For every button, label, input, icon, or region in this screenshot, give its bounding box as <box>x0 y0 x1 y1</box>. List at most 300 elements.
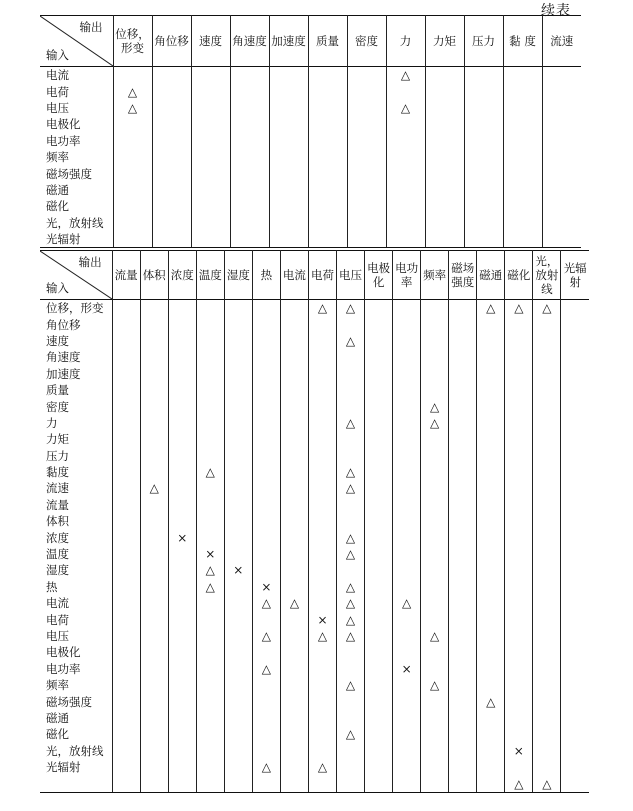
table-cell <box>196 398 224 414</box>
table-cell <box>269 149 308 165</box>
table-cell <box>252 775 280 792</box>
row-label: 电荷 <box>46 612 69 627</box>
table-row <box>40 497 589 513</box>
row-label: 角位移 <box>46 317 81 332</box>
table-cell <box>152 198 191 214</box>
table-cell <box>280 448 308 464</box>
table-cell <box>140 497 168 513</box>
table-cell <box>168 316 196 332</box>
table-cell <box>252 677 280 693</box>
triangle-mark: △ <box>252 595 280 611</box>
table-cell <box>477 677 505 693</box>
cross-mark: × <box>168 529 196 545</box>
table-cell <box>308 149 347 165</box>
table-cell <box>533 644 561 660</box>
table-cell <box>505 333 533 349</box>
table-cell <box>347 182 386 198</box>
column-header: 力矩 <box>425 16 464 67</box>
table-cell <box>112 579 140 595</box>
table-cell <box>152 67 191 84</box>
table-cell <box>280 611 308 627</box>
table-cell <box>191 116 230 132</box>
table-cell <box>477 775 505 792</box>
table-cell <box>168 431 196 447</box>
table-cell <box>449 628 477 644</box>
table-cell <box>308 133 347 149</box>
table-cell <box>393 677 421 693</box>
table-cell <box>252 497 280 513</box>
table-cell <box>337 398 365 414</box>
table-cell <box>449 595 477 611</box>
table-cell <box>308 464 336 480</box>
table-cell <box>449 611 477 627</box>
table-cell <box>112 448 140 464</box>
row-label: 热 <box>46 579 58 594</box>
corner-output-label: 输出 <box>79 20 103 34</box>
table-cell <box>464 231 503 248</box>
triangle-mark: △ <box>252 759 280 775</box>
table-cell <box>393 513 421 529</box>
table-cell <box>365 480 393 496</box>
row-label: 体积 <box>46 514 69 529</box>
table-cell <box>152 100 191 116</box>
table-row <box>40 100 581 116</box>
table-cell <box>308 562 336 578</box>
table-cell <box>196 710 224 726</box>
table-cell <box>533 628 561 644</box>
table-cell <box>393 579 421 595</box>
column-header: 磁场强度 <box>449 251 477 300</box>
column-header: 浓度 <box>168 251 196 300</box>
column-header: 电压 <box>337 251 365 300</box>
triangle-mark: △ <box>477 300 505 317</box>
table-cell <box>308 398 336 414</box>
table-cell <box>533 366 561 382</box>
table-cell <box>168 562 196 578</box>
table-cell <box>477 595 505 611</box>
table-cell <box>168 710 196 726</box>
table-cell <box>280 431 308 447</box>
corner-input-label: 输入 <box>46 281 69 295</box>
table-cell <box>140 349 168 365</box>
table-cell <box>464 165 503 181</box>
table-cell <box>449 579 477 595</box>
table-cell <box>542 198 581 214</box>
table-cell <box>347 149 386 165</box>
column-header: 磁通 <box>477 251 505 300</box>
table-cell <box>533 529 561 545</box>
row-label: 流速 <box>46 481 69 496</box>
cross-mark: × <box>252 579 280 595</box>
table-cell <box>477 710 505 726</box>
table-cell <box>449 497 477 513</box>
table-row <box>40 529 589 545</box>
table-cell <box>503 83 542 99</box>
table-cell <box>252 349 280 365</box>
table-cell <box>224 743 252 759</box>
table-cell <box>280 759 308 775</box>
table-cell <box>113 198 152 214</box>
table-cell <box>196 497 224 513</box>
table-cell <box>252 644 280 660</box>
table-cell <box>308 83 347 99</box>
table-cell <box>393 480 421 496</box>
row-label: 温度 <box>46 547 69 562</box>
table-cell <box>386 231 425 248</box>
table-cell <box>224 693 252 709</box>
table-cell <box>308 529 336 545</box>
table-cell <box>196 366 224 382</box>
table-cell <box>449 480 477 496</box>
table-cell <box>542 116 581 132</box>
header-row <box>40 16 581 67</box>
row-label: 频率 <box>46 678 69 693</box>
triangle-mark: △ <box>337 529 365 545</box>
triangle-mark: △ <box>421 415 449 431</box>
table-cell <box>308 710 336 726</box>
table-cell <box>308 349 336 365</box>
table-cell <box>449 529 477 545</box>
table-cell <box>421 661 449 677</box>
table-cell <box>503 116 542 132</box>
table-cell <box>421 480 449 496</box>
table-cell <box>308 743 336 759</box>
table-cell <box>561 611 589 627</box>
table-cell <box>561 710 589 726</box>
table-cell <box>393 497 421 513</box>
table-cell <box>365 562 393 578</box>
table-cell <box>425 83 464 99</box>
table-cell <box>140 743 168 759</box>
table-cell <box>365 677 393 693</box>
table-row <box>40 333 589 349</box>
table-cell <box>365 300 393 317</box>
table-cell <box>112 300 140 317</box>
table-row <box>40 415 589 431</box>
row-label: 角速度 <box>46 350 81 365</box>
table-row <box>40 546 589 562</box>
cross-mark: × <box>196 546 224 562</box>
row-label: 电压 <box>46 629 69 643</box>
row-label: 电极化 <box>46 645 81 660</box>
table-cell <box>168 546 196 562</box>
table-cell <box>308 116 347 132</box>
table-cell <box>112 710 140 726</box>
table-cell <box>152 215 191 231</box>
table-cell <box>224 415 252 431</box>
table-cell <box>561 513 589 529</box>
table-cell <box>533 497 561 513</box>
row-label: 电荷 <box>46 84 69 99</box>
table-cell <box>365 726 393 742</box>
table-row <box>40 759 589 775</box>
column-header: 电流 <box>280 251 308 300</box>
table-cell <box>140 775 168 792</box>
table-cell <box>365 497 393 513</box>
triangle-mark: △ <box>421 628 449 644</box>
table-cell <box>561 349 589 365</box>
table-cell <box>112 726 140 742</box>
triangle-mark: △ <box>386 67 425 84</box>
table-cell <box>196 448 224 464</box>
table-cell <box>477 726 505 742</box>
column-header: 角位移 <box>152 16 191 67</box>
table-cell <box>140 513 168 529</box>
table-cell <box>393 382 421 398</box>
table-cell <box>152 165 191 181</box>
table-cell <box>308 165 347 181</box>
table-cell <box>112 398 140 414</box>
table-cell <box>561 333 589 349</box>
table-cell <box>140 398 168 414</box>
table-cell <box>191 100 230 116</box>
table-cell <box>421 349 449 365</box>
table-cell <box>421 448 449 464</box>
table-cell <box>113 215 152 231</box>
table-cell <box>505 661 533 677</box>
table-row <box>40 726 589 742</box>
table-cell <box>308 448 336 464</box>
table-cell <box>196 513 224 529</box>
table-cell <box>477 611 505 627</box>
table-cell <box>425 165 464 181</box>
triangle-mark: △ <box>196 562 224 578</box>
table-cell <box>196 431 224 447</box>
table-cell <box>533 398 561 414</box>
table-cell <box>224 529 252 545</box>
table-cell <box>393 464 421 480</box>
row-label: 质量 <box>46 383 69 398</box>
table-cell <box>224 759 252 775</box>
table-cell <box>393 693 421 709</box>
table-cell <box>252 464 280 480</box>
table-cell <box>365 529 393 545</box>
table-cell <box>308 595 336 611</box>
triangle-mark: △ <box>505 775 533 792</box>
table-row <box>40 710 589 726</box>
table-cell <box>168 464 196 480</box>
table-cell <box>308 677 336 693</box>
row-label: 流量 <box>46 497 69 512</box>
table-cell <box>477 480 505 496</box>
table-cell <box>280 366 308 382</box>
table-cell <box>449 316 477 332</box>
row-label: 浓度 <box>46 530 69 545</box>
table-cell <box>505 349 533 365</box>
table-cell <box>308 513 336 529</box>
table-cell <box>140 595 168 611</box>
table-cell <box>421 300 449 317</box>
table-cell <box>269 215 308 231</box>
table-row <box>40 215 581 231</box>
table-cell <box>477 415 505 431</box>
table-cell <box>140 628 168 644</box>
table-cell <box>191 182 230 198</box>
column-header: 体积 <box>140 251 168 300</box>
table-cell <box>421 513 449 529</box>
column-header: 密度 <box>347 16 386 67</box>
table-row <box>40 182 581 198</box>
table-cell <box>224 464 252 480</box>
triangle-mark: △ <box>477 693 505 709</box>
table-cell <box>386 133 425 149</box>
table-cell <box>168 693 196 709</box>
triangle-mark: △ <box>113 83 152 99</box>
table-cell <box>365 759 393 775</box>
table-cell <box>477 661 505 677</box>
table-cell <box>561 743 589 759</box>
table-cell <box>561 628 589 644</box>
table-cell <box>337 661 365 677</box>
table-cell <box>168 333 196 349</box>
table-cell <box>503 149 542 165</box>
row-label: 电极化 <box>46 117 81 132</box>
table-cell <box>503 133 542 149</box>
table-cell <box>561 726 589 742</box>
table-cell <box>505 366 533 382</box>
table-cell <box>280 398 308 414</box>
table-cell <box>230 67 269 84</box>
table-cell <box>421 333 449 349</box>
triangle-mark: △ <box>308 759 336 775</box>
table-cell <box>308 661 336 677</box>
table-cell <box>152 133 191 149</box>
row-label: 位移，形变 <box>46 301 104 316</box>
table-cell <box>308 546 336 562</box>
table-cell <box>425 100 464 116</box>
column-header: 电极化 <box>365 251 393 300</box>
table-row <box>40 480 589 496</box>
table-cell <box>449 431 477 447</box>
table-cell <box>308 316 336 332</box>
table-cell <box>421 431 449 447</box>
triangle-mark: △ <box>140 480 168 496</box>
table-cell <box>477 382 505 398</box>
column-header: 磁化 <box>505 251 533 300</box>
table-cell <box>561 415 589 431</box>
table-cell <box>533 316 561 332</box>
table-cell <box>230 100 269 116</box>
table-cell <box>224 300 252 317</box>
table-cell <box>365 513 393 529</box>
table-cell <box>152 231 191 248</box>
triangle-mark: △ <box>196 579 224 595</box>
triangle-mark: △ <box>252 628 280 644</box>
row-label: 磁通 <box>46 182 69 197</box>
table-row <box>40 628 589 644</box>
table-cell <box>449 661 477 677</box>
table-cell <box>533 448 561 464</box>
table-cell <box>224 726 252 742</box>
triangle-mark: △ <box>252 661 280 677</box>
table-row <box>40 316 589 332</box>
triangle-mark: △ <box>337 579 365 595</box>
table-cell <box>308 198 347 214</box>
table-cell <box>561 775 589 792</box>
table-row <box>40 661 589 677</box>
table-cell <box>140 611 168 627</box>
table-row <box>40 133 581 149</box>
table-cell <box>365 398 393 414</box>
table-cell <box>464 100 503 116</box>
table-cell <box>449 398 477 414</box>
table-cell <box>140 759 168 775</box>
table-row <box>40 677 589 693</box>
table-cell <box>561 448 589 464</box>
table-cell <box>477 497 505 513</box>
table-cell <box>280 661 308 677</box>
table-row <box>40 775 589 792</box>
table-cell <box>542 231 581 248</box>
table-cell <box>252 415 280 431</box>
table-cell <box>269 116 308 132</box>
table-cell <box>280 300 308 317</box>
row-label: 黏度 <box>46 465 69 480</box>
column-header: 流量 <box>112 251 140 300</box>
table-cell <box>347 231 386 248</box>
table-cell <box>112 497 140 513</box>
table-cell <box>112 366 140 382</box>
table-cell <box>196 415 224 431</box>
column-header: 力 <box>386 16 425 67</box>
table-cell <box>280 562 308 578</box>
table-row <box>40 398 589 414</box>
triangle-mark: △ <box>337 726 365 742</box>
table-row <box>40 431 589 447</box>
table-cell <box>230 215 269 231</box>
table-row <box>40 149 581 165</box>
table-cell <box>252 448 280 464</box>
table-cell <box>113 165 152 181</box>
table-cell <box>365 710 393 726</box>
table-cell <box>224 595 252 611</box>
table-cell <box>561 562 589 578</box>
table-cell <box>561 693 589 709</box>
table-cell <box>112 382 140 398</box>
table-cell <box>308 333 336 349</box>
table-cell <box>393 775 421 792</box>
table-cell <box>280 333 308 349</box>
table-cell <box>168 366 196 382</box>
triangle-mark: △ <box>337 300 365 317</box>
table-cell <box>449 366 477 382</box>
table-row <box>40 366 589 382</box>
table-cell <box>421 316 449 332</box>
table-cell <box>365 644 393 660</box>
table-cell <box>386 165 425 181</box>
table-cell <box>365 333 393 349</box>
table-cell <box>230 116 269 132</box>
table-cell <box>280 710 308 726</box>
triangle-mark: △ <box>337 628 365 644</box>
table-cell <box>140 579 168 595</box>
table-cell <box>542 67 581 84</box>
table-cell <box>505 595 533 611</box>
table-row <box>40 611 589 627</box>
table-cell <box>168 579 196 595</box>
table-cell <box>196 316 224 332</box>
table-cell <box>269 100 308 116</box>
table-cell <box>421 693 449 709</box>
table-cell <box>533 693 561 709</box>
table-row <box>40 165 581 181</box>
table-cell <box>280 497 308 513</box>
table-cell <box>112 431 140 447</box>
header-row <box>40 251 589 300</box>
table-cell <box>280 726 308 742</box>
table-cell <box>280 775 308 792</box>
table-cell <box>152 149 191 165</box>
